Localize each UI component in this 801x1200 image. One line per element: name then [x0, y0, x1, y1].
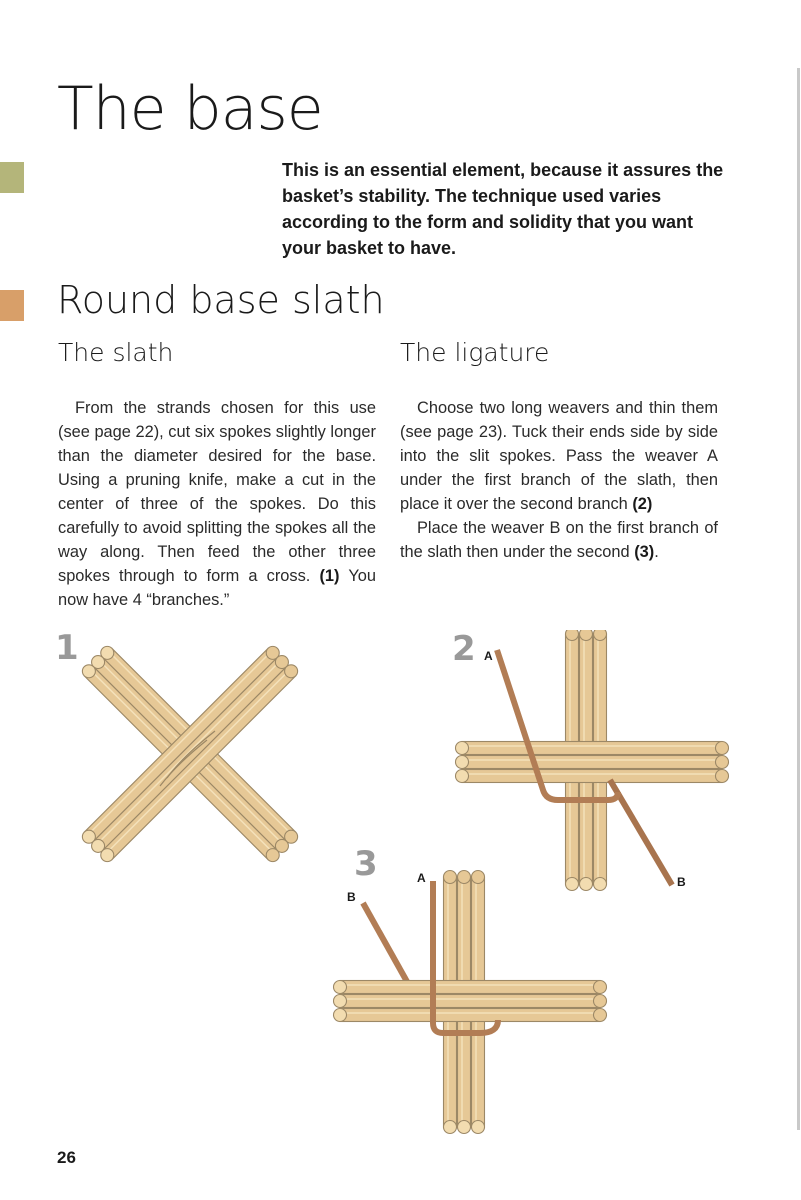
figure-ref-3: (3) — [634, 543, 655, 561]
ligature-text-1: Choose two long weavers and thin them (see page 23). Tuck their ends side by side into the slit spokes. Pass the weaver A under the first branch of the slath, then place it over the second branch — [400, 399, 718, 513]
intro-paragraph: This is an essential element, because it assures the basket’s stability. The technique used varies according to the form and solidity that you want your basket to have. — [282, 160, 724, 258]
subtitle-ligature: The ligature — [400, 338, 550, 367]
page-title: The base — [57, 74, 323, 144]
figure-ref-2: (2) — [632, 495, 653, 513]
section-title: Round base slath — [57, 278, 385, 322]
section-tab-green — [0, 162, 24, 193]
column-ligature — [400, 396, 718, 564]
figure-3-label-a: A — [417, 871, 426, 885]
crossed-spokes-illustration — [55, 628, 325, 898]
page-edge-rule — [797, 68, 800, 1130]
slath-text-end: You now have 4 “branches.” — [58, 567, 376, 609]
figure-3-number: 3 — [354, 844, 378, 884]
section-tab-orange — [0, 290, 24, 321]
slath-paragraph — [58, 396, 376, 612]
ligature-paragraph-1 — [400, 396, 718, 516]
figure-3-label-b: B — [347, 890, 356, 904]
slath-text: From the strands chosen for this use (see page 22), cut six spokes slightly longer than the diameter desired for the base. Using a pruning knife, make a cut in the center of three of the spokes. Do this carefully to avoid splitting the spokes all the way along. Then feed the other three spokes through to form a cross. — [58, 399, 376, 585]
figure-1 — [55, 628, 325, 898]
column-slath — [58, 396, 376, 612]
figure-2-label-b: B — [677, 875, 686, 889]
page-number: 26 — [57, 1148, 76, 1167]
ligature-text-2: Place the weaver B on the first branch of the slath then under the second — [400, 519, 718, 561]
subtitle-slath: The slath — [58, 338, 174, 367]
figure-2-number: 2 — [452, 629, 476, 669]
ligature-step-3-illustration — [330, 845, 610, 1135]
figure-3 — [330, 845, 610, 1135]
ligature-text-2-end: . — [654, 543, 659, 561]
figure-2-label-a: A — [484, 649, 493, 663]
ligature-paragraph-2 — [400, 516, 718, 564]
figure-ref-1: (1) — [319, 567, 340, 585]
figure-1-number: 1 — [55, 628, 79, 668]
